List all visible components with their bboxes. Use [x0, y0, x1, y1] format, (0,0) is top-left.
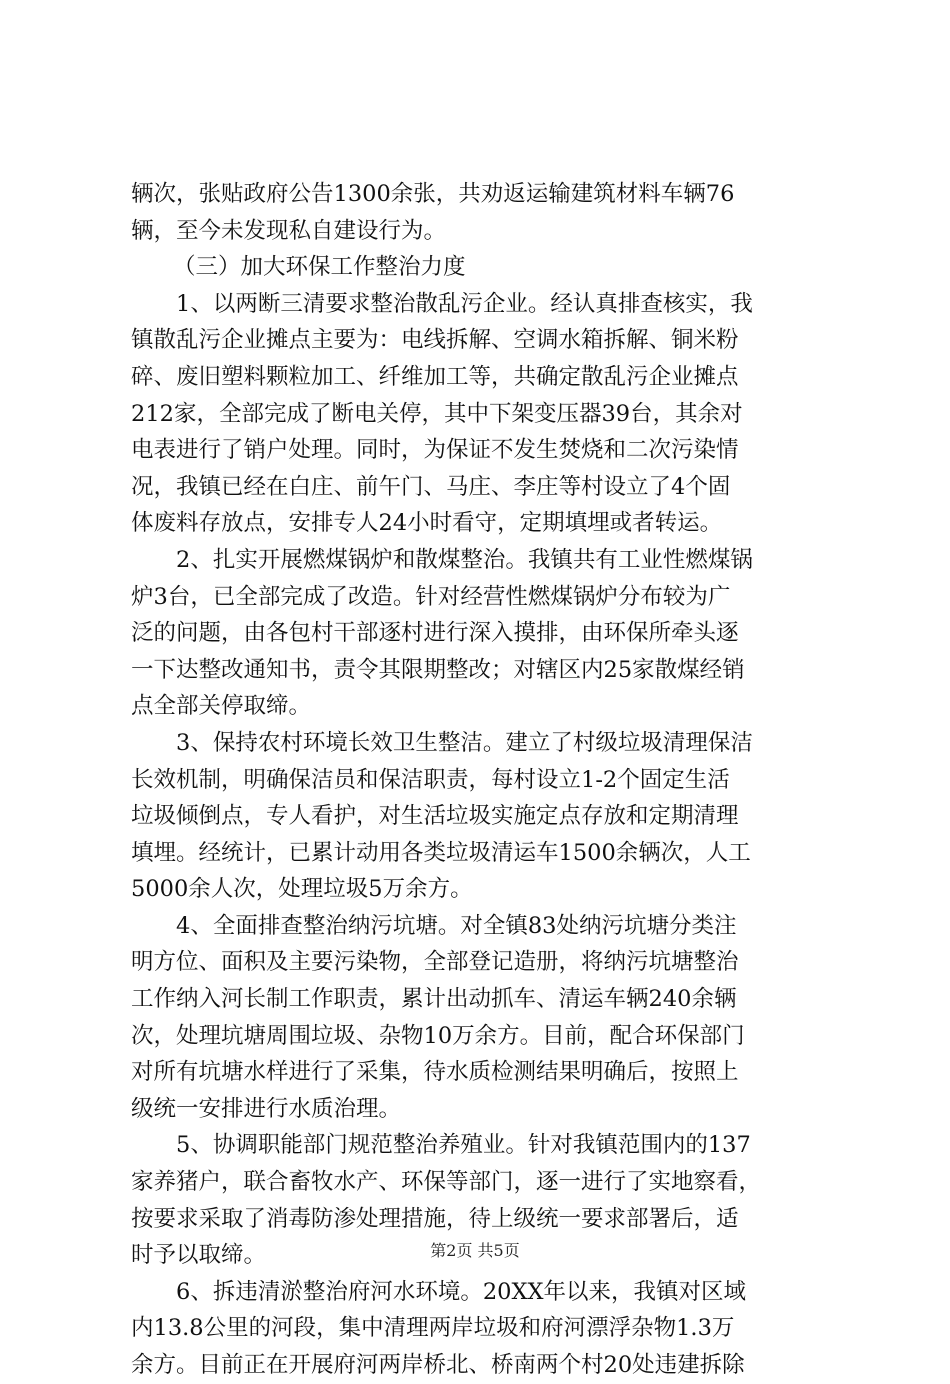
text-line: 家养猪户，联合畜牧水产、环保等部门，逐一进行了实地察看，: [131, 1169, 762, 1196]
paragraph-start-line: 4、全面排查整治纳污坑塘。对全镇83处纳污坑塘分类注: [176, 912, 737, 939]
text-line: 泛的问题，由各包村干部逐村进行深入摸排，由环保所牵头逐: [131, 620, 739, 647]
text-line: 长效机制，明确保洁员和保洁职责，每村设立1-2个固定生活: [131, 766, 730, 793]
text-line: 工作纳入河长制工作职责，累计出动抓车、清运车辆240余辆: [131, 986, 737, 1013]
text-line: 5000余人次，处理垃圾5万余方。: [131, 876, 473, 903]
text-line: 时予以取缔。: [131, 1242, 267, 1269]
text-line: 电表进行了销户处理。同时，为保证不发生焚烧和二次污染情: [131, 437, 739, 464]
text-line: 级统一安排进行水质治理。: [131, 1095, 402, 1122]
text-line: 点全部关停取缔。: [131, 693, 312, 720]
text-line: 次，处理坑塘周围垃圾、杂物10万余方。目前，配合环保部门: [131, 1022, 745, 1049]
section-heading: （三）加大环保工作整治力度: [173, 254, 466, 281]
text-line: 明方位、面积及主要污染物，全部登记造册，将纳污坑塘整治: [131, 949, 739, 976]
paragraph-start-line: 1、以两断三清要求整治散乱污企业。经认真排查核实，我: [176, 290, 753, 317]
text-line: 填埋。经统计，已累计动用各类垃圾清运车1500余辆次，人工: [131, 839, 751, 866]
text-line: 体废料存放点，安排专人24小时看守，定期填埋或者转运。: [131, 510, 723, 537]
text-line: 碎、废旧塑料颗粒加工、纤维加工等，共确定散乱污企业摊点: [131, 363, 739, 390]
text-line: 内13.8公里的河段，集中清理两岸垃圾和府河漂浮杂物1.3万: [131, 1315, 735, 1342]
text-line: 辆次，张贴政府公告1300余张，共劝返运输建筑材料车辆76: [131, 181, 735, 207]
text-line: 一下达整改通知书，责令其限期整改；对辖区内25家散煤经销: [131, 656, 745, 683]
document-body: [131, 176, 831, 1384]
text-line: 镇散乱污企业摊点主要为：电线拆解、空调水箱拆解、铜米粉: [131, 327, 739, 354]
text-line: 辆，至今未发现私自建设行为。: [131, 217, 447, 244]
text-line: 垃圾倾倒点，专人看护，对生活垃圾实施定点存放和定期清理: [131, 803, 739, 830]
text-line: 余方。目前正在开展府河两岸桥北、桥南两个村20处违建拆除: [131, 1352, 745, 1378]
text-line: 212家，全部完成了断电关停，其中下架变压器39台，其余对: [131, 400, 743, 427]
text-line: 按要求采取了消毒防渗处理措施，待上级统一要求部署后，适: [131, 1205, 739, 1232]
paragraph-start-line: 6、拆违清淤整治府河水环境。20XX年以来，我镇对区域: [176, 1278, 746, 1305]
paragraph-start-line: 5、协调职能部门规范整治养殖业。针对我镇范围内的137: [176, 1132, 751, 1159]
text-line: 况，我镇已经在白庄、前午门、马庄、李庄等村设立了4个固: [131, 473, 731, 500]
text-line: 炉3台，已全部完成了改造。针对经营性燃煤锅炉分布较为广: [131, 583, 731, 610]
paragraph-start-line: 2、扎实开展燃煤锅炉和散煤整治。我镇共有工业性燃煤锅: [176, 546, 753, 573]
paragraph-start-line: 3、保持农村环境长效卫生整洁。建立了村级垃圾清理保洁: [176, 729, 753, 756]
text-line: 对所有坑塘水样进行了采集，待水质检测结果明确后，按照上: [131, 1059, 739, 1086]
page-number-footer: 第2页 共5页: [430, 1241, 520, 1260]
